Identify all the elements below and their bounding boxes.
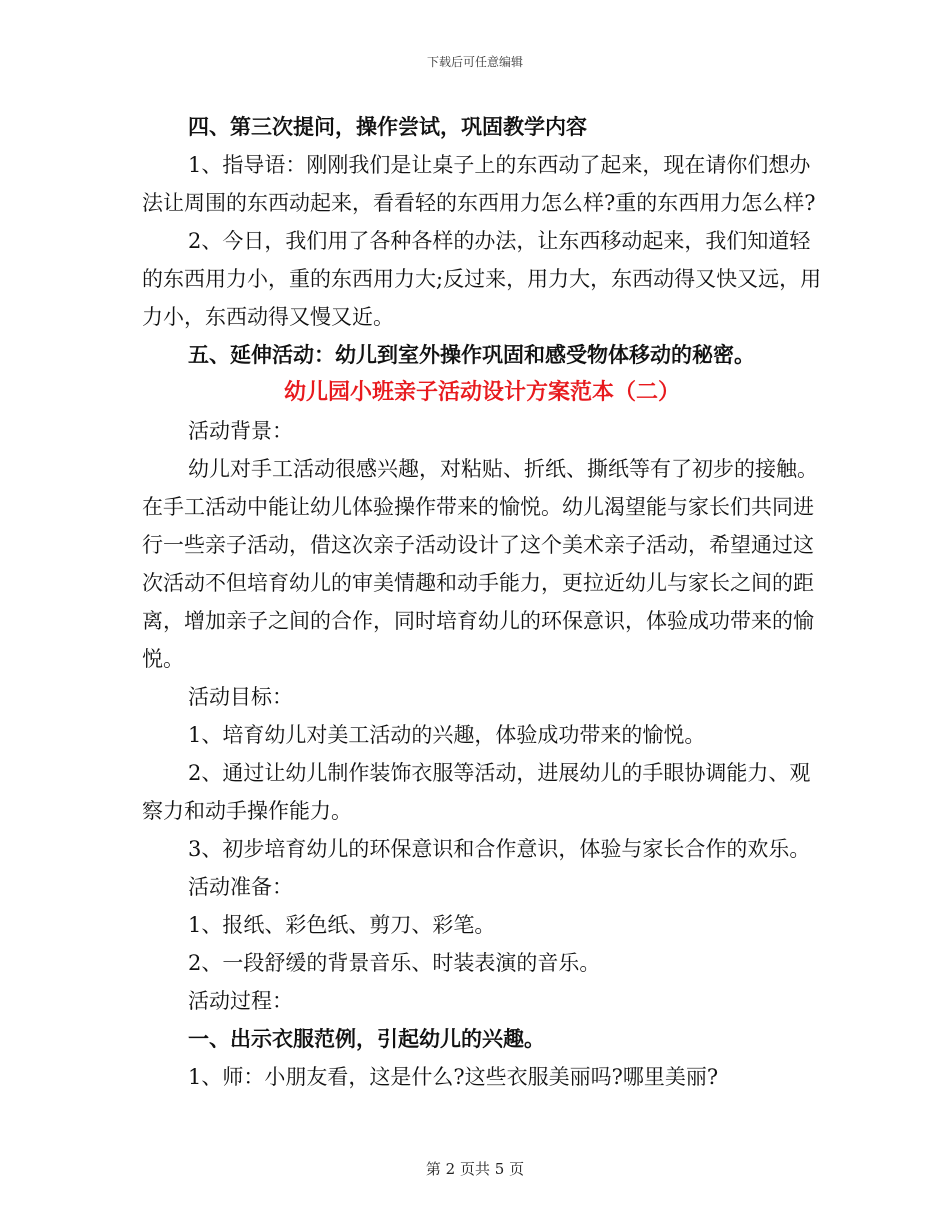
label-preparation: 活动准备： [188, 875, 293, 899]
paragraph: 2、今日，我们用了各种各样的办法，让东西移动起来，我们知道轻的东西用力小，重的东西用力大;反过来，用力大，东西动得又快又远，用力小，东西动得又慢又近。 [142, 229, 822, 329]
section-heading-4: 四、第三次提问，操作尝试，巩固教学内容 [188, 115, 587, 139]
section-heading-5: 五、延伸活动：幼儿到室外操作巩固和感受物体移动的秘密。 [188, 343, 755, 367]
page-footer: 第 2 页共 5 页 [425, 1160, 525, 1178]
preparation-item: 1、报纸、彩色纸、剪刀、彩笔。 [188, 913, 496, 937]
goal-item: 1、培育幼儿对美工活动的兴趣，体验成功带来的愉悦。 [188, 723, 706, 747]
process-item: 1、师：小朋友看，这是什么?这些衣服美丽吗?哪里美丽? [188, 1065, 719, 1089]
paragraph-background: 幼儿对手工活动很感兴趣，对粘贴、折纸、撕纸等有了初步的接触。在手工活动中能让幼儿体验操作带来的愉悦。幼儿渴望能与家长们共同进行一些亲子活动，借这次亲子活动设计了这个美术亲子活动，希望通过这次活动不但培育幼儿的审美情趣和动手能力，更拉近幼儿与家长之间的距离，增加亲子之间的合作，同时培育幼儿的环保意识，体验成功带来的愉悦。 [142, 457, 818, 671]
label-goals: 活动目标： [188, 685, 293, 709]
label-background: 活动背景： [188, 419, 293, 443]
goal-item: 3、初步培育幼儿的环保意识和合作意识，体验与家长合作的欢乐。 [188, 837, 811, 861]
paragraph: 1、指导语：刚刚我们是让桌子上的东西动了起来，现在请你们想办法让周围的东西动起来，看看轻的东西用力怎么样?重的东西用力怎么样? [142, 153, 816, 215]
document-body [142, 108, 822, 1096]
goal-item: 2、通过让幼儿制作装饰衣服等活动，进展幼儿的手眼协调能力、观察力和动手操作能力。 [142, 761, 811, 823]
preparation-item: 2、一段舒缓的背景音乐、时装表演的音乐。 [188, 951, 601, 975]
label-process: 活动过程： [188, 989, 293, 1013]
page-header: 下载后可任意编辑 [426, 55, 523, 69]
process-heading: 一、出示衣服范例，引起幼儿的兴趣。 [188, 1027, 545, 1051]
document-title: 幼儿园小班亲子活动设计方案范本（二） [283, 380, 680, 405]
